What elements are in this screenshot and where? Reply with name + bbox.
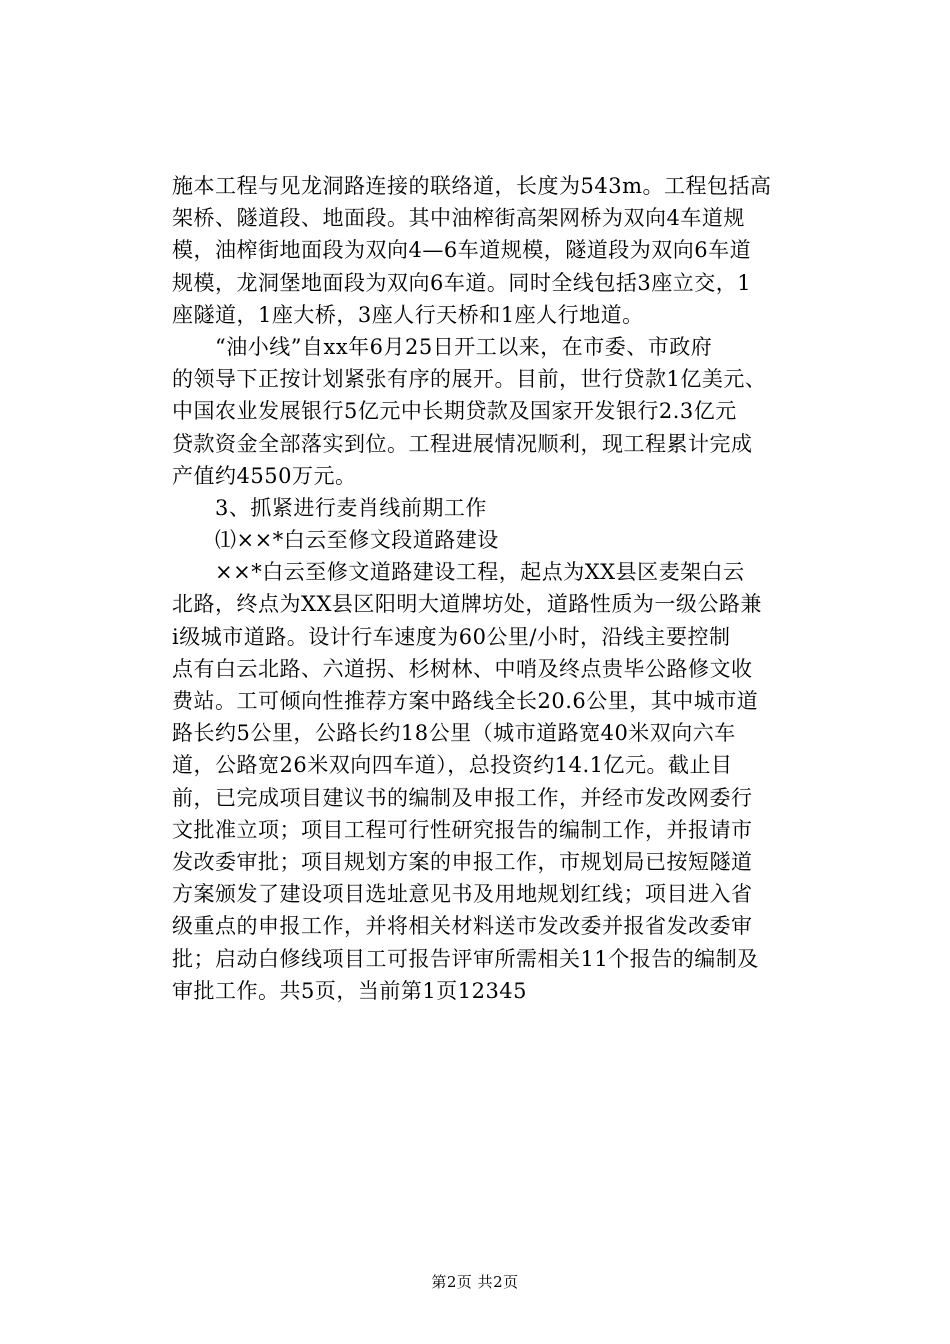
- text-line: ××*白云至修文道路建设工程，起点为XX县区麦架白云: [172, 560, 745, 585]
- page-footer: 第2页 共2页: [431, 1273, 519, 1291]
- text-line: 架桥、隧道段、地面段。其中油榨街高架网桥为双向4车道规: [172, 206, 745, 231]
- text-line: 模，油榨街地面段为双向4—6车道规模，隧道段为双向6车道: [172, 238, 752, 263]
- text-line: “油小线”自xx年6月25日开工以来，在市委、市政府: [172, 334, 713, 359]
- text-line: 贷款资金全部落实到位。工程进展情况顺利，现工程累计完成: [172, 431, 753, 456]
- text-line: 文批准立项；项目工程可行性研究报告的编制工作，并报请市: [172, 817, 753, 842]
- text-line: 中国农业发展银行5亿元中长期贷款及国家开发银行2.3亿元: [172, 399, 737, 424]
- text-line: 点有白云北路、六道拐、杉树林、中哨及终点贵毕公路修文收: [172, 656, 753, 681]
- text-line: 北路，终点为XX县区阳明大道牌坊处，道路性质为一级公路兼: [172, 592, 762, 617]
- text-line: 批；启动白修线项目工可报告评审所需相关11个报告的编制及: [172, 946, 759, 971]
- text-line: 费站。工可倾向性推荐方案中路线全长20.6公里，其中城市道: [172, 689, 759, 713]
- text-line: 施本工程与见龙洞路连接的联络道，长度为543m。工程包括高: [172, 174, 772, 198]
- text-line: 路长约5公里，公路长约18公里（城市道路宽40米双向六车: [172, 721, 736, 746]
- text-line: 方案颁发了建设项目选址意见书及用地规划红线；项目进入省: [172, 882, 753, 907]
- subsection-heading: ⑴××*白云至修文段道路建设: [172, 528, 499, 553]
- document-body: [172, 170, 792, 1007]
- text-line: ⅰ级城市道路。设计行车速度为60公里/小时，沿线主要控制: [172, 624, 731, 649]
- text-line: 发改委审批；项目规划方案的申报工作，市规划局已按短隧道: [172, 849, 753, 874]
- section-heading: 3、抓紧进行麦肖线前期工作: [172, 495, 487, 520]
- text-line: 道，公路宽26米双向四车道），总投资约14.1亿元。截止目: [172, 753, 733, 778]
- text-line: 座隧道，1座大桥，3座人行天桥和1座人行地道。: [172, 302, 644, 327]
- text-line: 的领导下正按计划紧张有序的展开。目前，世行贷款1亿美元、: [172, 367, 767, 392]
- text-line: 前，已完成项目建议书的编制及申报工作，并经市发改网委行: [172, 785, 753, 810]
- text-line: 规模，龙洞堡地面段为双向6车道。同时全线包括3座立交，1: [172, 270, 752, 295]
- text-line: 级重点的申报工作，并将相关材料送市发改委并报省发改委审: [172, 914, 753, 939]
- text-line: 审批工作。共5页，当前第1页12345: [172, 978, 528, 1003]
- text-line: 产值约4550万元。: [172, 463, 357, 488]
